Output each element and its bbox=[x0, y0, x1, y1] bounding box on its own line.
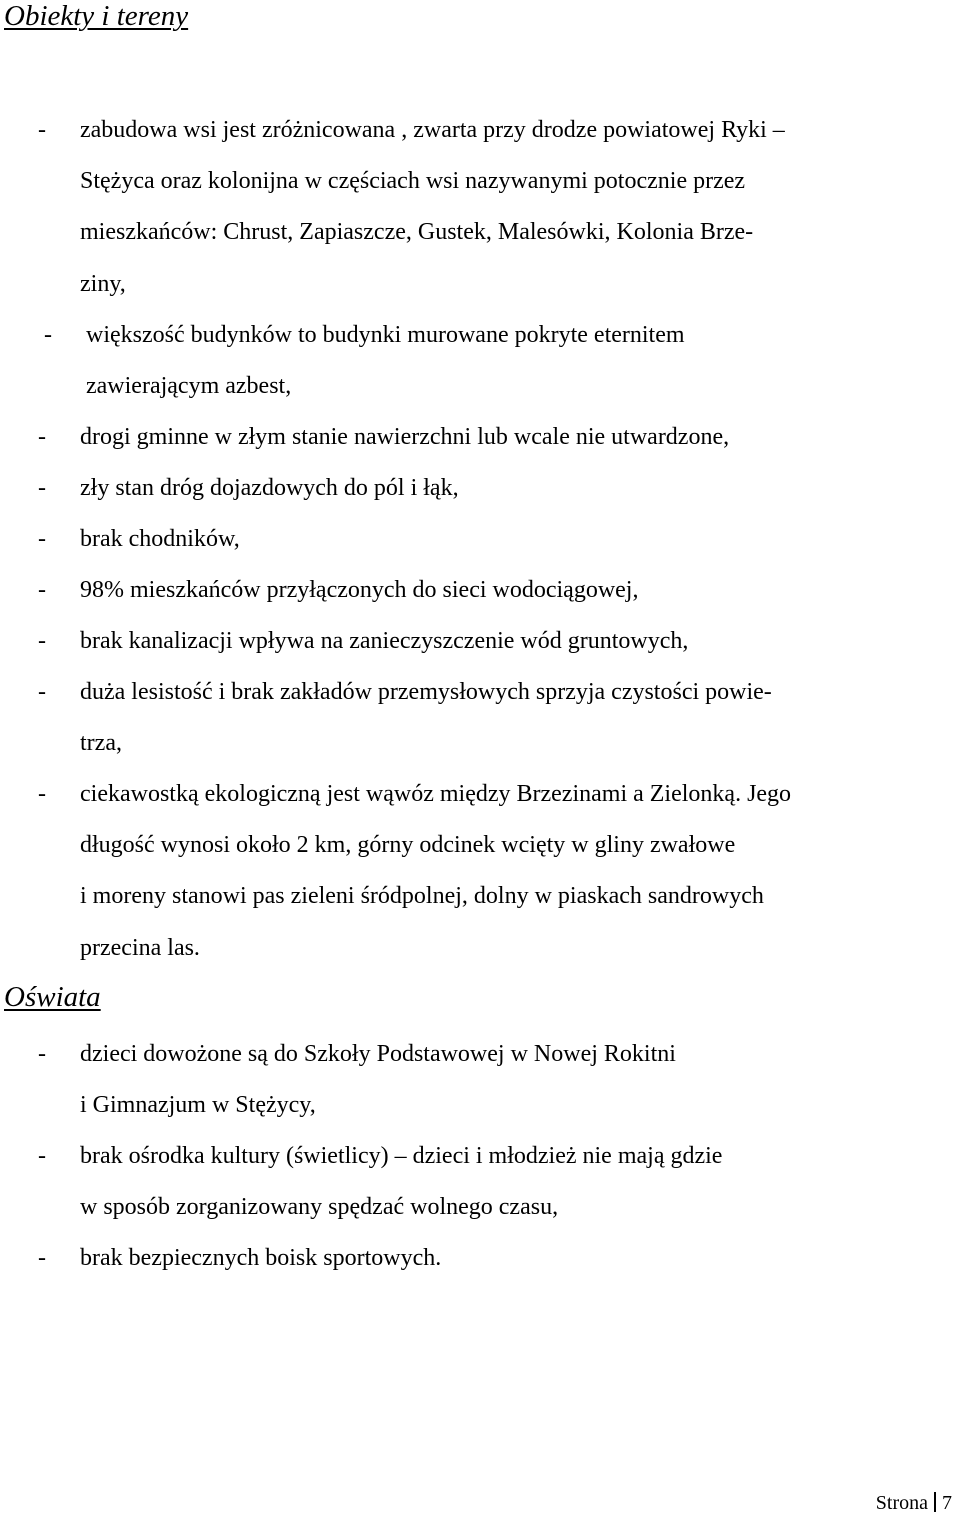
list-bullet: - bbox=[38, 1245, 46, 1271]
page-number: 7 bbox=[942, 1492, 952, 1514]
list-bullet: - bbox=[38, 475, 46, 501]
list-bullet: - bbox=[38, 1143, 46, 1169]
page-label: Strona bbox=[875, 1492, 928, 1514]
list-bullet: - bbox=[38, 781, 46, 807]
list-bullet: - bbox=[38, 679, 46, 705]
list-item-text: duża lesistość i brak zakładów przemysłowych sprzyja czystości powie- trza, bbox=[80, 679, 772, 757]
list-bullet: - bbox=[38, 577, 46, 603]
list-bullet: - bbox=[38, 424, 46, 450]
list-item-text: zły stan dróg dojazdowych do pól i łąk, bbox=[80, 475, 459, 501]
list-bullet: - bbox=[38, 117, 46, 143]
section-title-obiekty: Obiekty i tereny bbox=[4, 0, 189, 32]
list-item-text: 98% mieszkańców przyłączonych do sieci wodociągowej, bbox=[80, 577, 639, 603]
list-item-text: większość budynków to budynki murowane pokryte eternitem zawierającym azbest, bbox=[86, 322, 685, 400]
footer-separator bbox=[934, 1492, 936, 1512]
page-footer bbox=[876, 1492, 952, 1515]
list-item-text: brak kanalizacji wpływa na zanieczyszczenie wód gruntowych, bbox=[80, 628, 689, 654]
list-bullet: - bbox=[44, 322, 52, 348]
list-item-text: ciekawostką ekologiczną jest wąwóz między Brzezinami a Zielonką. Jego długość wynosi około 2 km, górny odcinek wcięty w gliny zwałowe i moreny stanowi pas zieleni śródpolnej, dolny w piaskach sandrowych przecina las. bbox=[80, 781, 792, 961]
list-item-text: zabudowa wsi jest zróżnicowana , zwarta przy drodze powiatowej Ryki – Stężyca oraz kolonijna w częściach wsi nazywanymi potocznie przez mieszkańców: Chrust, Zapiaszcze, Gustek, Malesówki, Kolonia Brze- ziny, bbox=[80, 117, 785, 297]
list-bullet: - bbox=[38, 526, 46, 552]
section-title-oswiata: Oświata bbox=[4, 981, 101, 1013]
list-item-text: brak ośrodka kultury (świetlicy) – dzieci i młodzież nie mają gdzie w sposób zorganizowany spędzać wolnego czasu, bbox=[80, 1143, 723, 1221]
list-item-text: drogi gminne w złym stanie nawierzchni lub wcale nie utwardzone, bbox=[80, 424, 730, 450]
list-item-text: brak chodników, bbox=[80, 526, 240, 552]
list-item-text: dzieci dowożone są do Szkoły Podstawowej w Nowej Rokitni i Gimnazjum w Stężycy, bbox=[80, 1041, 676, 1119]
list-item-text: brak bezpiecznych boisk sportowych. bbox=[80, 1245, 442, 1271]
list-bullet: - bbox=[38, 628, 46, 654]
list-bullet: - bbox=[38, 1041, 46, 1067]
